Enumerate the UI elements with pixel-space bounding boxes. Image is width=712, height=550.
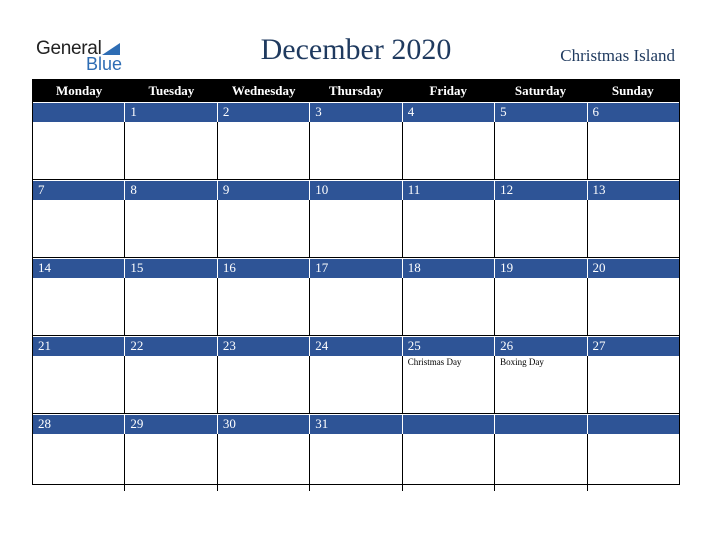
day-cell[interactable]: [125, 338, 217, 413]
day-number: 20: [592, 260, 606, 275]
day-cell[interactable]: [218, 104, 310, 179]
day-number: 15: [130, 260, 144, 275]
generalblue-logo: [36, 38, 136, 74]
day-cell[interactable]: [125, 182, 217, 257]
day-number-band: [125, 181, 216, 200]
day-cell[interactable]: [310, 182, 402, 257]
day-cell[interactable]: [33, 260, 125, 335]
day-number: 4: [407, 104, 415, 119]
week-row: [33, 182, 679, 258]
day-cell[interactable]: [218, 182, 310, 257]
day-number: 5: [500, 104, 507, 119]
calendar-grid: [32, 79, 680, 485]
weekday-tuesday: Tuesday: [148, 83, 195, 98]
weekday-thursday: Thursday: [328, 83, 384, 98]
weekday-friday: Friday: [429, 83, 468, 98]
weekday-wednesday: Wednesday: [231, 83, 296, 98]
day-cell[interactable]: [310, 104, 402, 179]
day-cell[interactable]: [403, 338, 495, 413]
day-number: 11: [407, 182, 421, 197]
day-number-band: [33, 181, 124, 200]
day-number: 30: [222, 416, 236, 431]
week-row: [33, 104, 679, 180]
day-number: 24: [315, 338, 329, 353]
logo-general-text: General: [36, 38, 102, 59]
day-cell[interactable]: [125, 416, 217, 491]
day-number: 21: [38, 338, 51, 353]
day-cell[interactable]: [310, 260, 402, 335]
day-number: 9: [222, 182, 230, 197]
day-cell[interactable]: [403, 434, 495, 491]
day-number-band: [125, 103, 216, 122]
day-cell[interactable]: [218, 260, 310, 335]
day-number: 10: [315, 182, 329, 197]
day-number: 27: [592, 338, 606, 353]
day-number: 26: [500, 338, 514, 353]
day-number-band: [218, 181, 309, 200]
day-number-band: [403, 415, 494, 434]
day-number: 1: [130, 104, 137, 119]
day-number-band: [403, 103, 494, 122]
logo-blue-text: Blue: [86, 54, 123, 74]
weekday-sunday: Sunday: [611, 83, 654, 98]
day-cell[interactable]: [495, 260, 587, 335]
day-number: 19: [500, 260, 514, 275]
day-number: 12: [500, 182, 514, 197]
week-row: [33, 260, 679, 336]
day-number-band: [310, 103, 401, 122]
calendar-title: December 2020: [260, 33, 452, 66]
day-number-band: [588, 103, 679, 122]
day-cell[interactable]: [33, 416, 125, 491]
day-cell[interactable]: [403, 104, 495, 179]
day-number: 16: [222, 260, 236, 275]
day-cell[interactable]: [588, 104, 679, 179]
day-number: 31: [315, 416, 329, 431]
day-number-band: [218, 103, 309, 122]
day-cell[interactable]: [588, 182, 679, 257]
weekday-saturday: Saturday: [514, 83, 567, 98]
day-number: 23: [222, 338, 236, 353]
day-cell[interactable]: [588, 338, 679, 413]
day-number-band: [33, 103, 124, 122]
day-cell[interactable]: [218, 338, 310, 413]
weeks-container: [33, 102, 679, 491]
day-number: 17: [315, 260, 329, 275]
region-label: Christmas Island: [560, 46, 675, 65]
day-number: 13: [592, 182, 606, 197]
day-cell[interactable]: [310, 338, 402, 413]
day-number: 29: [130, 416, 144, 431]
day-number: 8: [130, 182, 137, 197]
day-number: 6: [592, 104, 600, 119]
day-number: 2: [222, 104, 230, 119]
day-cell[interactable]: [310, 416, 402, 491]
day-number: 28: [38, 416, 51, 431]
day-number-band: [588, 415, 679, 434]
day-number: 3: [315, 104, 322, 119]
day-cell[interactable]: [588, 260, 679, 335]
weekday-monday: Monday: [56, 83, 103, 98]
day-cell[interactable]: [403, 182, 495, 257]
day-cell[interactable]: [33, 182, 125, 257]
week-row: [33, 416, 679, 491]
day-number: 25: [407, 338, 421, 353]
day-number: 7: [38, 182, 45, 197]
day-cell[interactable]: [218, 416, 310, 491]
day-cell[interactable]: [125, 104, 217, 179]
day-cell[interactable]: [403, 260, 495, 335]
day-cell[interactable]: [33, 338, 125, 413]
day-cell[interactable]: [588, 434, 679, 491]
day-cell[interactable]: [33, 122, 125, 179]
holiday-label: Boxing Day: [500, 357, 544, 367]
day-number-band: [495, 415, 586, 434]
holiday-label: Christmas Day: [407, 357, 462, 367]
day-cell[interactable]: [495, 434, 587, 491]
day-number: 18: [407, 260, 421, 275]
day-cell[interactable]: [495, 338, 587, 413]
day-number: 14: [38, 260, 51, 275]
weekday-header-row: [33, 80, 679, 102]
day-number-band: [495, 103, 586, 122]
day-cell[interactable]: [495, 182, 587, 257]
week-row: [33, 338, 679, 414]
day-number: 22: [130, 338, 144, 353]
day-cell[interactable]: [125, 260, 217, 335]
day-cell[interactable]: [495, 104, 587, 179]
